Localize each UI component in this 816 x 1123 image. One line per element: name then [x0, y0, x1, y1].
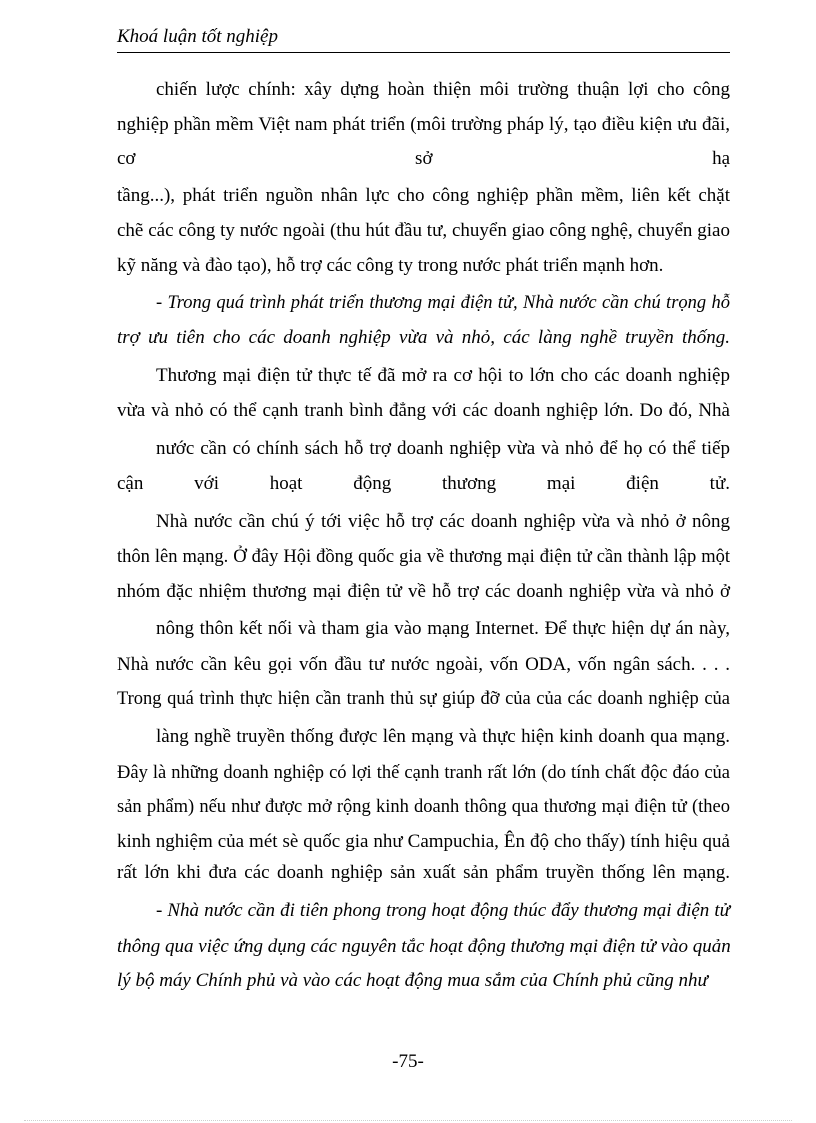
- text-line: nghiệp phần mềm Việt nam phát triển (môi trường pháp lý, tạo điều kiện ưu đãi,: [117, 114, 730, 135]
- text-line: - Nhà nước cần đi tiên phong trong hoạt động thúc đẩy thương mại điện tử: [156, 900, 730, 921]
- text-line: cận với hoạt động thương mại điện tử.: [117, 473, 730, 494]
- text-line: lý bộ máy Chính phủ và vào các hoạt động mua sắm của Chính phủ cũng như: [117, 970, 708, 991]
- text-line: Đây là những doanh nghiệp có lợi thế cạnh tranh rất lớn (do tính chất độc đáo của: [117, 763, 730, 783]
- page-header-title: Khoá luận tốt nghiệp: [117, 26, 278, 47]
- text-line: thông qua việc ứng dụng các nguyên tắc hoạt động thương mại điện tử vào quản: [117, 936, 731, 957]
- text-line: Trong quá trình thực hiện cần tranh thủ sự giúp đỡ của của các doanh nghiệp của: [117, 689, 730, 709]
- text-line: nước cần có chính sách hỗ trợ doanh nghiệp vừa và nhỏ để họ có thể tiếp: [156, 438, 730, 459]
- text-line: trợ ưu tiên cho các doanh nghiệp vừa và nhỏ, các làng nghề truyền thống.: [117, 327, 730, 348]
- text-line: vừa và nhỏ có thể cạnh tranh bình đẳng với các doanh nghiệp lớn. Do đó, Nhà: [117, 400, 730, 421]
- text-line: Thương mại điện tử thực tế đã mở ra cơ hội to lớn cho các doanh nghiệp: [156, 365, 730, 386]
- header-divider: [117, 52, 730, 53]
- page-bottom-divider: [24, 1120, 792, 1121]
- text-line: làng nghề truyền thống được lên mạng và thực hiện kinh doanh qua mạng.: [156, 726, 730, 747]
- text-line: rất lớn khi đưa các doanh nghiệp sản xuất sản phẩm truyền thống lên mạng.: [117, 862, 730, 883]
- text-line: - Trong quá trình phát triển thương mại điện tử, Nhà nước cần chú trọng hỗ: [156, 293, 730, 313]
- text-line: Nhà nước cần kêu gọi vốn đầu tư nước ngoài, vốn ODA, vốn ngân sách. . . .: [117, 654, 730, 675]
- text-line: nhóm đặc nhiệm thương mại điện tử về hỗ trợ các doanh nghiệp vừa và nhỏ ở: [117, 581, 730, 602]
- text-line: sản phẩm) nếu như được mở rộng kinh doanh thông qua thương mại điện tử (theo: [117, 797, 730, 817]
- text-line: Nhà nước cần chú ý tới việc hỗ trợ các doanh nghiệp vừa và nhỏ ở nông: [156, 511, 730, 532]
- text-line: nông thôn kết nối và tham gia vào mạng Internet. Để thực hiện dự án này,: [156, 618, 730, 639]
- text-line: cơ sở hạ: [117, 148, 730, 169]
- text-line: chẽ các công ty nước ngoài (thu hút đầu tư, chuyển giao công nghệ, chuyển giao: [117, 220, 730, 241]
- text-line: chiến lược chính: xây dựng hoàn thiện môi trường thuận lợi cho công: [156, 79, 730, 100]
- text-line: kỹ năng và đào tạo), hỗ trợ các công ty trong nước phát triển mạnh hơn.: [117, 255, 664, 276]
- text-line: tầng...), phát triển nguồn nhân lực cho công nghiệp phần mềm, liên kết chặt: [117, 185, 730, 206]
- page-number: -75-: [392, 1051, 424, 1072]
- text-line: thôn lên mạng. Ở đây Hội đồng quốc gia về thương mại điện tử cần thành lập một: [117, 547, 730, 567]
- text-line: kinh nghiệm của mét sè quốc gia như Campuchia, Ên độ cho thấy) tính hiệu quả: [117, 831, 730, 852]
